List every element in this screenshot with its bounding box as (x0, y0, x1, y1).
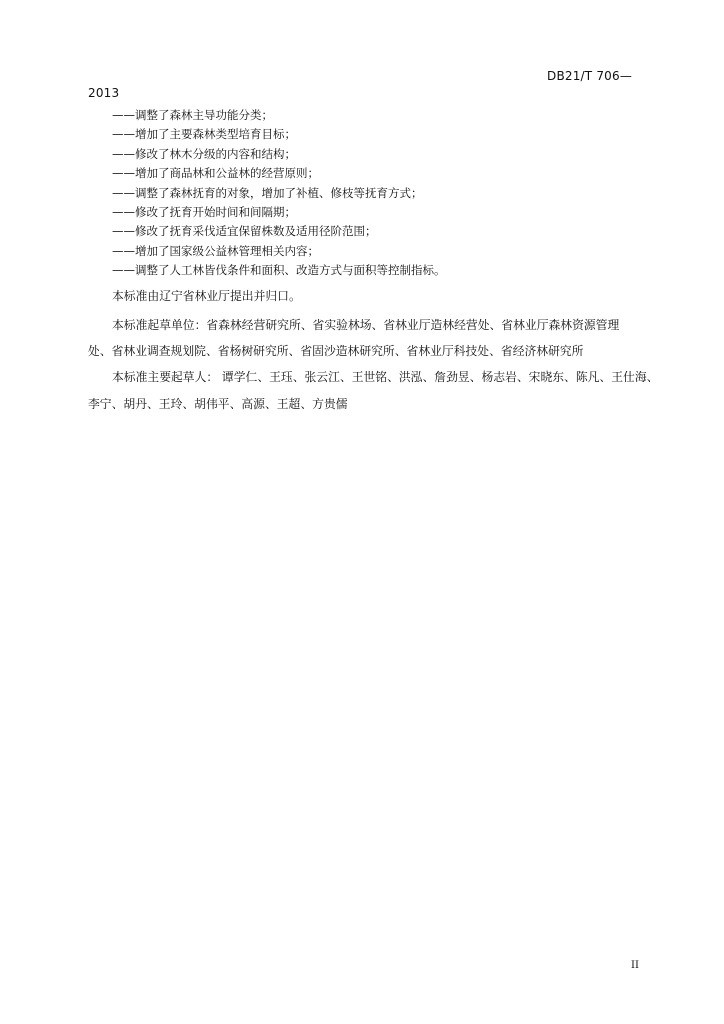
change-item: ——修改了林木分级的内容和结构； (112, 146, 296, 161)
proposer-paragraph: 本标准由辽宁省林业厅提出并归口。 (112, 289, 301, 303)
change-item: ——修改了抚育采伐适宜保留株数及适用径阶范围； (112, 224, 377, 239)
drafters-line-2: 李宁、胡丹、王玲、胡伟平、高源、王超、方贵儒 (88, 397, 348, 411)
standard-year: 2013 (88, 86, 120, 100)
drafting-units-line-2: 处、省林业调查规划院、省杨树研究所、省固沙造林研究所、省林业厅科技处、省经济林研究所 (88, 344, 584, 358)
change-item: ——增加了主要森林类型培育目标； (112, 127, 296, 142)
change-item: ——修改了抚育开始时间和间隔期； (112, 205, 296, 220)
page-number: II (631, 960, 639, 971)
changes-list (112, 106, 446, 281)
standard-code: DB21/T 706— (547, 69, 633, 83)
change-item: ——调整了森林抚育的对象，增加了补植、修枝等抚育方式； (112, 185, 423, 200)
drafting-units-line-1: 本标准起草单位：省森林经营研究所、省实验林场、省林业厅造林经营处、省林业厅森林资源管理 (112, 318, 620, 332)
drafters-line-1: 本标准主要起草人： 谭学仁、王珏、张云江、王世铭、洪泓、詹劲昱、杨志岩、宋晓东、陈凡、王仕海、 (112, 370, 659, 384)
change-item: ——调整了森林主导功能分类； (112, 108, 273, 122)
change-item: ——增加了国家级公益林管理相关内容； (112, 243, 319, 258)
change-item: ——增加了商品林和公益林的经营原则； (112, 166, 319, 181)
change-item: ——调整了人工林皆伐条件和面积、改造方式与面积等控制指标。 (112, 263, 446, 278)
